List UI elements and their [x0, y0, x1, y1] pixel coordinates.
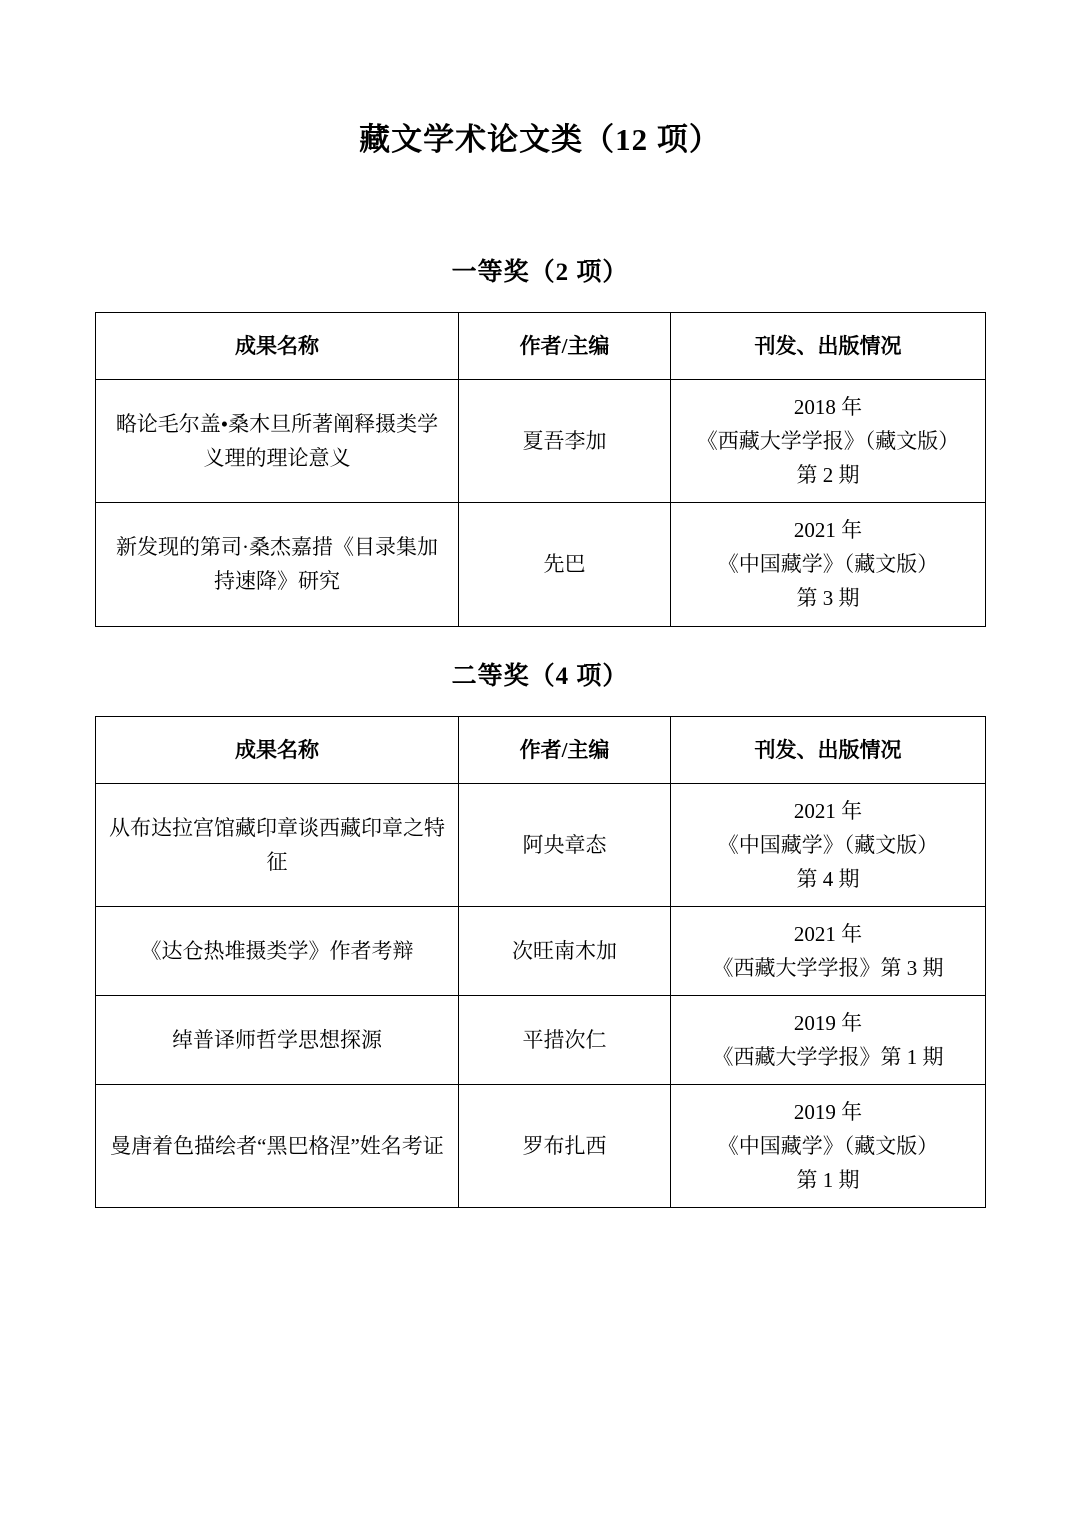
publication-line: 第 1 期	[796, 1167, 860, 1192]
table-row	[96, 503, 986, 626]
publication-line: 2021 年	[793, 518, 863, 543]
cell-author: 平措次仁	[459, 995, 671, 1084]
cell-name: 《达仓热堆摄类学》作者考辩	[96, 906, 459, 995]
table-row	[96, 995, 986, 1084]
publication-line: 《中国藏学》（藏文版）	[717, 1133, 939, 1158]
section-heading-first-prize: 一等奖（2 项）	[451, 259, 629, 287]
cell-author: 罗布扎西	[459, 1084, 671, 1207]
cell-name: 略论毛尔盖•桑木旦所著阐释摄类学义理的理论意义	[96, 380, 459, 503]
cell-publication	[671, 503, 986, 626]
cell-publication	[671, 906, 986, 995]
table-header-row	[96, 313, 986, 380]
table-row	[96, 906, 986, 995]
column-header-publication: 刊发、出版情况	[671, 716, 986, 783]
publication-line: 《西藏大学学报》（藏文版）	[696, 429, 960, 454]
award-table-first-prize	[95, 312, 986, 626]
cell-author: 次旺南木加	[459, 906, 671, 995]
publication-line: 2019 年	[793, 1099, 863, 1124]
publication-line: 2018 年	[793, 395, 863, 420]
page-title: 藏文学术论文类（12 项）	[359, 122, 721, 157]
column-header-author: 作者/主编	[459, 716, 671, 783]
publication-line: 第 3 期	[796, 586, 860, 611]
cell-author: 先巴	[459, 503, 671, 626]
publication-line: 《中国藏学》（藏文版）	[717, 552, 939, 577]
column-header-name: 成果名称	[96, 313, 459, 380]
cell-name: 从布达拉宫馆藏印章谈西藏印章之特征	[96, 783, 459, 906]
publication-line: 《西藏大学学报》第 1 期	[712, 1044, 944, 1069]
publication-line: 第 2 期	[796, 463, 860, 488]
column-header-author: 作者/主编	[459, 313, 671, 380]
publication-line: 2019 年	[793, 1010, 863, 1035]
publication-line: 2021 年	[793, 921, 863, 946]
cell-publication	[671, 380, 986, 503]
cell-author: 阿央章态	[459, 783, 671, 906]
table-row	[96, 380, 986, 503]
section-heading-second-prize: 二等奖（4 项）	[451, 662, 629, 690]
table-header-row	[96, 716, 986, 783]
cell-name: 绰普译师哲学思想探源	[96, 995, 459, 1084]
column-header-name: 成果名称	[96, 716, 459, 783]
cell-author: 夏吾李加	[459, 380, 671, 503]
table-row	[96, 783, 986, 906]
publication-line: 《西藏大学学报》第 3 期	[712, 955, 944, 980]
cell-name: 曼唐着色描绘者“黑巴格涅”姓名考证	[96, 1084, 459, 1207]
table-row	[96, 1084, 986, 1207]
publication-line: 2021 年	[793, 798, 863, 823]
publication-line: 《中国藏学》（藏文版）	[717, 832, 939, 857]
cell-publication	[671, 995, 986, 1084]
cell-publication	[671, 783, 986, 906]
column-header-publication: 刊发、出版情况	[671, 313, 986, 380]
cell-name: 新发现的第司·桑杰嘉措《目录集加持速降》研究	[96, 503, 459, 626]
cell-publication	[671, 1084, 986, 1207]
award-table-second-prize	[95, 716, 986, 1208]
publication-line: 第 4 期	[796, 866, 860, 891]
